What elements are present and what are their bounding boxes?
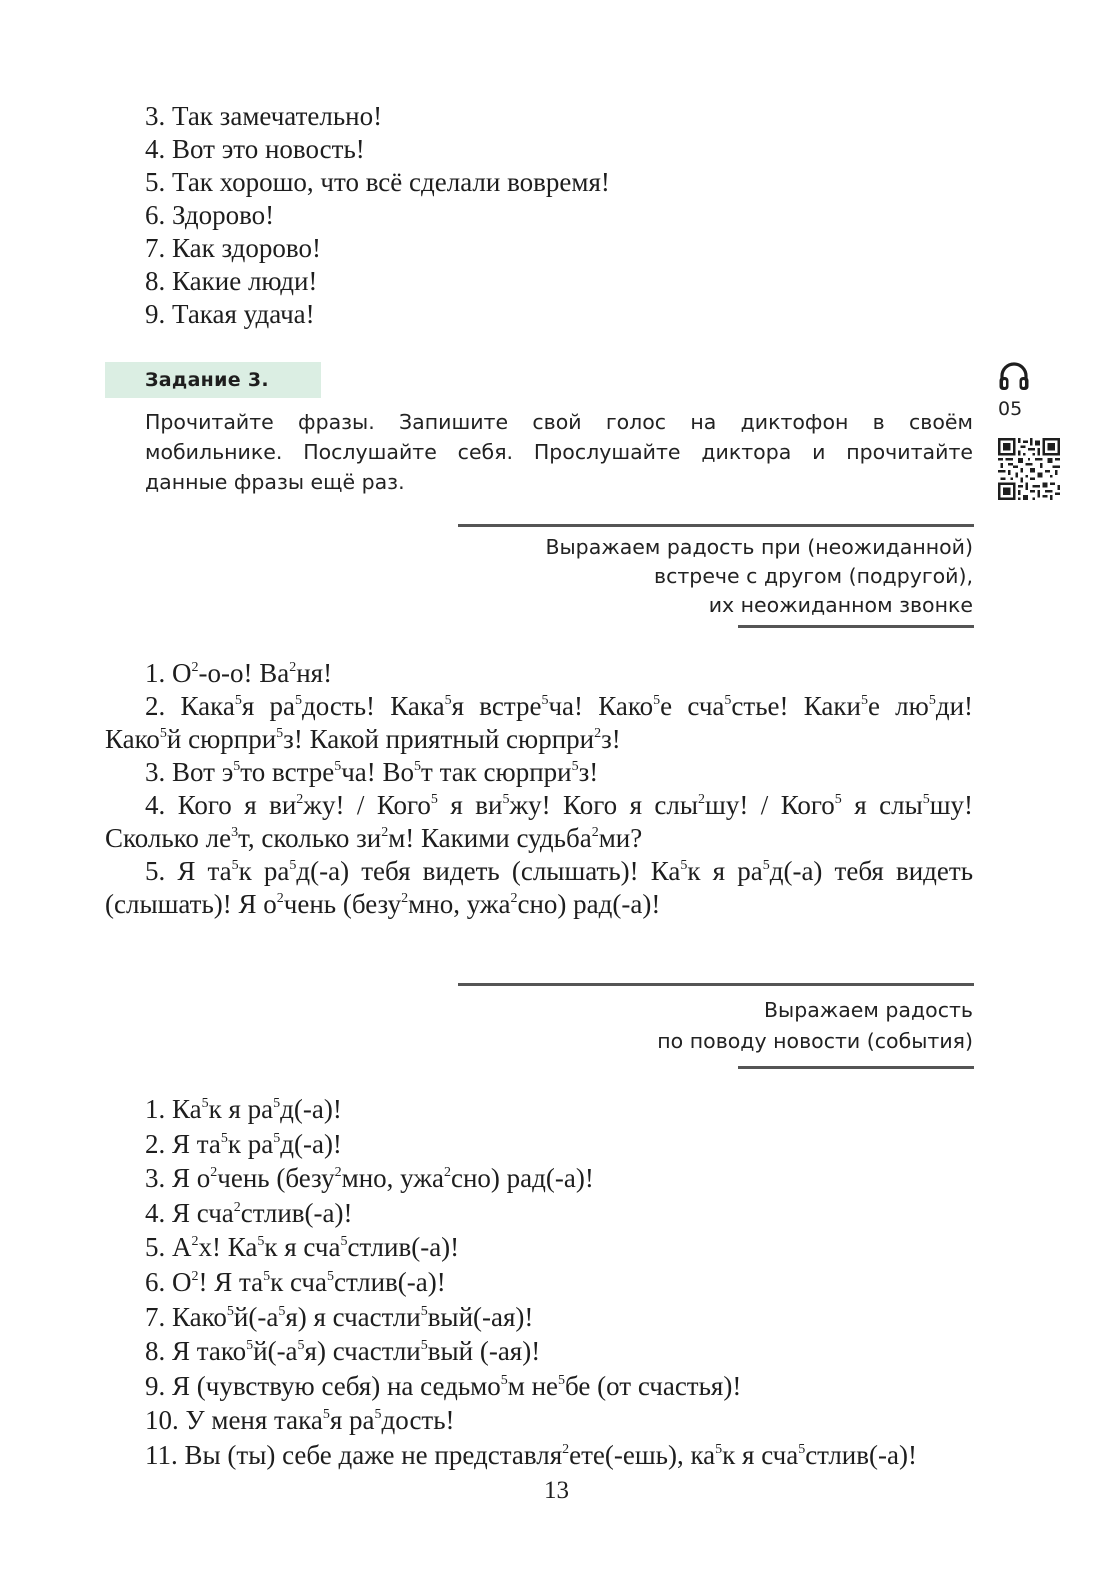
text-segment: к я сча (264, 1232, 341, 1263)
section-heading-line: встрече с другом (подругой), (654, 564, 973, 588)
phrase-paragraph (105, 855, 973, 921)
stress-mark: 2 (591, 825, 599, 840)
text-segment: мно, ужа (408, 889, 511, 919)
stress-mark: 5 (420, 1303, 428, 1319)
phrase-paragraph (105, 756, 973, 789)
text-segment: й(-а (253, 1336, 298, 1367)
text-segment: 3. Вот э (145, 757, 234, 787)
headphones-icon[interactable] (997, 360, 1031, 397)
stress-mark: 5 (558, 1372, 566, 1388)
text-segment: ди! Како (105, 691, 974, 754)
section-rule (738, 625, 974, 628)
page-number: 13 (544, 1477, 569, 1504)
stress-mark: 5 (201, 1096, 209, 1111)
list-item (145, 1439, 917, 1474)
stress-mark: 5 (724, 693, 732, 708)
phrase-paragraph (105, 789, 973, 855)
stress-mark: 5 (680, 858, 688, 873)
text-segment: шу! / Кого (705, 790, 835, 820)
text-segment: чень (безу (283, 889, 402, 919)
section-rule (458, 524, 974, 527)
stress-mark: 5 (159, 726, 167, 741)
text-segment: ! Я та (198, 1266, 264, 1297)
task-instruction: Прочитайте фразы. Запишите свой голос на диктофон в своём мобильнике. Послушайте себя. Прослушайте диктора и прочитайте данные фразы ещё раз. (145, 410, 973, 494)
text-segment: 2. Кака (145, 691, 235, 721)
text-segment: к сча (270, 1266, 327, 1297)
stress-mark: 5 (928, 693, 936, 708)
stress-mark: 5 (715, 1441, 723, 1457)
text-segment: 5. А (145, 1232, 192, 1263)
stress-mark: 5 (276, 726, 284, 741)
text-segment: 11. Вы (ты) себе даже не представля (145, 1439, 563, 1470)
stress-mark: 5 (295, 693, 302, 708)
list-item (145, 1162, 917, 1197)
text-segment: ча! Во (341, 757, 415, 787)
text-segment: м не (507, 1370, 559, 1401)
text-segment: шу! Сколько ле (105, 790, 974, 853)
stress-mark: 5 (922, 792, 930, 807)
list-item: 9. Такая удача! (145, 299, 315, 329)
section-heading-line: Выражаем радость (763, 998, 973, 1022)
text-segment: я встре (451, 691, 542, 721)
stress-mark: 5 (653, 693, 661, 708)
section-heading (545, 533, 973, 620)
stress-mark: 5 (798, 1441, 806, 1457)
text-segment: к ра (238, 856, 290, 886)
phrase-paragraph (105, 690, 973, 756)
text-segment: 4. Кого я ви (145, 790, 297, 820)
list-item (145, 1404, 917, 1439)
list-item (145, 1301, 917, 1336)
stress-mark: 5 (834, 792, 842, 807)
text-segment: ня! (296, 658, 333, 688)
task-label-box (105, 362, 321, 398)
text-segment: х! Ка (198, 1232, 258, 1263)
text-segment: й(-а (233, 1301, 279, 1332)
stress-mark: 3 (231, 825, 239, 840)
text-segment: 4. Я сча (145, 1197, 234, 1228)
text-segment: то встре (240, 757, 335, 787)
text-segment: -о-о! Ва (198, 658, 290, 688)
stress-mark: 2 (296, 792, 304, 807)
text-segment: я) счастли (304, 1336, 421, 1367)
phrase-paragraphs (105, 657, 973, 921)
stress-mark: 5 (278, 1303, 286, 1319)
stress-mark: 5 (257, 1234, 265, 1250)
text-segment: 7. Како (145, 1301, 227, 1332)
list-item: 6. Здорово! (145, 200, 275, 230)
stress-mark: 5 (246, 1338, 254, 1354)
stress-mark: 2 (334, 1165, 342, 1181)
stress-mark: 5 (220, 1130, 228, 1146)
text-segment: стлив(-а)! (240, 1197, 353, 1228)
text-segment: 10. У меня така (145, 1405, 323, 1436)
stress-mark: 5 (762, 858, 770, 873)
text-segment: д(-а) тебя видеть (слышать)! Ка (296, 856, 681, 886)
text-segment: к ра (227, 1128, 274, 1159)
section-heading (657, 995, 973, 1057)
text-segment: 8. Я тако (145, 1336, 247, 1367)
text-segment: ми? (598, 823, 643, 853)
text-segment: ете(-ешь), ка (569, 1439, 716, 1470)
text-segment: вый(-ая)! (427, 1301, 534, 1332)
stress-mark: 2 (233, 1199, 241, 1215)
list-item (145, 1266, 917, 1301)
text-segment: 2. Я та (145, 1128, 221, 1159)
stress-mark: 2 (191, 660, 199, 675)
stress-mark: 5 (420, 1338, 428, 1354)
text-segment: дость! (381, 1405, 455, 1436)
stress-mark: 5 (430, 792, 438, 807)
section-heading-line: их неожиданном звонке (708, 593, 973, 617)
section-heading-line: Выражаем радость при (неожиданной) (545, 535, 973, 559)
phrase-paragraph (105, 657, 973, 690)
text-segment: ча! Како (548, 691, 654, 721)
text-segment: вый (-ая)! (427, 1336, 541, 1367)
text-segment: я ви (437, 790, 503, 820)
text-segment: жу! / Кого (303, 790, 431, 820)
text-segment: сно) рад(-а)! (517, 889, 661, 919)
section-heading-line: по поводу новости (события) (657, 1029, 973, 1053)
text-segment: д(-а)! (280, 1094, 342, 1124)
list-item (145, 1370, 917, 1405)
stress-mark: 2 (562, 1441, 570, 1457)
text-segment: е сча (660, 691, 725, 721)
text-segment: жу! Кого я слы (509, 790, 699, 820)
text-segment: м! Какими судьба (388, 823, 592, 853)
text-segment: к я сча (722, 1439, 799, 1470)
text-segment: мно, ужа (341, 1163, 444, 1194)
stress-mark: 5 (263, 1268, 271, 1284)
text-segment: т так сюрпри (421, 757, 572, 787)
list-item (145, 1335, 917, 1370)
text-segment: з! (601, 724, 621, 754)
stress-mark: 5 (226, 1303, 234, 1319)
stress-mark: 5 (340, 1234, 348, 1250)
stress-mark: 5 (444, 693, 452, 708)
list-item: 5. Так хорошо, что всё сделали вовремя! (145, 167, 610, 197)
text-segment: з! (578, 757, 599, 787)
stress-mark: 5 (571, 759, 579, 774)
stress-mark: 2 (191, 1234, 199, 1250)
audio-track-number: 05 (998, 398, 1023, 420)
section-rule (458, 983, 974, 986)
stress-mark: 5 (500, 1372, 508, 1388)
text-segment: я ра (241, 691, 295, 721)
text-segment: 5. Я та (145, 856, 232, 886)
stress-mark: 5 (322, 1407, 330, 1423)
text-segment: к я ра (687, 856, 763, 886)
stress-mark: 5 (234, 693, 242, 708)
text-segment: 6. О (145, 1266, 192, 1297)
stress-mark: 2 (594, 726, 602, 741)
text-segment: д(-а) тебя видеть (слышать)! Я о (105, 856, 974, 919)
text-segment: е лю (867, 691, 929, 721)
text-segment: д(-а)! (280, 1128, 342, 1159)
text-segment: дость! Кака (302, 691, 445, 721)
task-label: Задание 3. (145, 369, 269, 391)
list-item: 7. Как здорово! (145, 233, 321, 263)
stress-mark: 5 (273, 1130, 281, 1146)
list-item: 4. Вот это новость! (145, 134, 365, 164)
stress-mark: 2 (191, 1268, 199, 1284)
stress-mark: 2 (381, 825, 389, 840)
section-rule (738, 1066, 974, 1069)
stress-mark: 5 (374, 1407, 382, 1423)
text-segment: бе (от счастья)! (565, 1370, 742, 1401)
stress-mark: 2 (276, 891, 284, 906)
stress-mark: 5 (502, 792, 510, 807)
text-segment: 1. О (145, 658, 192, 688)
text-segment: стлив(-а)! (334, 1266, 446, 1297)
stress-mark: 5 (231, 858, 239, 873)
text-segment: к я ра (208, 1094, 274, 1124)
stress-mark: 5 (860, 693, 868, 708)
phrase-list (145, 1093, 917, 1474)
stress-mark: 5 (334, 759, 342, 774)
text-segment: т, сколько зи (238, 823, 382, 853)
qr-code-icon[interactable] (998, 438, 1060, 505)
list-item: 8. Какие люди! (145, 266, 318, 296)
stress-mark: 2 (401, 891, 409, 906)
text-segment: я слы (841, 790, 923, 820)
list-item (145, 1197, 917, 1232)
stress-mark: 2 (443, 1165, 451, 1181)
text-segment: стье! Каки (731, 691, 861, 721)
stress-mark: 2 (698, 792, 706, 807)
stress-mark: 5 (297, 1338, 305, 1354)
list-item: 3. Так замечательно! (145, 101, 383, 131)
text-segment: 9. Я (чувствую себя) на седьмо (145, 1370, 501, 1401)
exclamation-list (145, 100, 610, 331)
stress-mark: 2 (210, 1165, 218, 1181)
stress-mark: 5 (289, 858, 297, 873)
stress-mark: 5 (541, 693, 549, 708)
text-segment: 1. Ка (145, 1094, 202, 1124)
list-item (145, 1128, 917, 1163)
stress-mark: 2 (289, 660, 297, 675)
text-segment: я ра (329, 1405, 375, 1436)
text-segment: стлив(-а)! (805, 1439, 917, 1470)
text-segment: 3. Я о (145, 1163, 211, 1194)
stress-mark: 5 (327, 1268, 334, 1284)
stress-mark: 5 (233, 759, 241, 774)
text-segment: й сюрпри (166, 724, 277, 754)
stress-mark: 5 (414, 759, 422, 774)
stress-mark: 5 (273, 1096, 281, 1111)
stress-mark: 2 (510, 891, 518, 906)
text-segment: з! Какой приятный сюрпри (283, 724, 595, 754)
text-segment: стлив(-а)! (347, 1232, 460, 1263)
text-segment: чень (безу (217, 1163, 335, 1194)
text-segment: я) я счастли (285, 1301, 421, 1332)
list-item (145, 1231, 917, 1266)
list-item (145, 1093, 917, 1128)
text-segment: сно) рад(-а)! (450, 1163, 594, 1194)
